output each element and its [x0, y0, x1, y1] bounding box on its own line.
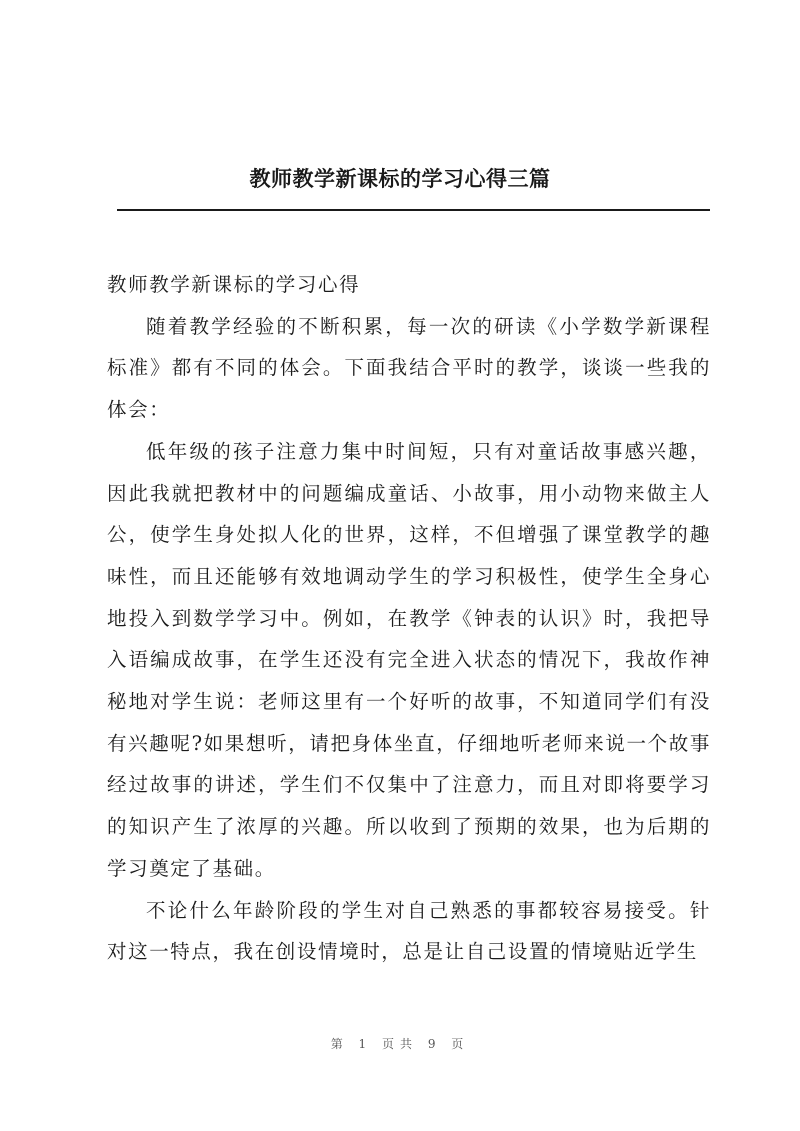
section-heading: 教师教学新课标的学习心得 [107, 273, 361, 296]
document-body [107, 264, 711, 973]
page-footer: 第 1 页共 9 页 [330, 1037, 470, 1051]
title-underline [117, 209, 710, 211]
paragraph-1: 随着教学经验的不断积累，每一次的研读《小学数学新课程标准》都有不同的体会。下面我结合平时的教学，谈谈一些我的体会： [107, 314, 711, 422]
paragraph-3: 不论什么年龄阶段的学生对自己熟悉的事都较容易接受。针对这一特点，我在创设情境时，总是让自己设置的情境贴近学生 [107, 898, 711, 964]
document-title: 教师教学新课标的学习心得三篇 [249, 166, 551, 191]
paragraph-2: 低年级的孩子注意力集中时间短，只有对童话故事感兴趣，因此我就把教材中的问题编成童话、小故事，用小动物来做主人公，使学生身处拟人化的世界，这样，不但增强了课堂教学的趣味性，而且还能够有效地调动学生的学习积极性，使学生全身心地投入到数学学习中。例如，在教学《钟表的认识》时，我把导入语编成故事，在学生还没有完全进入状态的情况下，我故作神秘地对学生说：老师这里有一个好听的故事，不知道同学们有没有兴趣呢?如果想听，请把身体坐直，仔细地听老师来说一个故事经过故事的讲述，学生们不仅集中了注意力，而且对即将要学习的知识产生了浓厚的兴趣。所以收到了预期的效果，也为后期的学习奠定了基础。 [107, 439, 711, 880]
